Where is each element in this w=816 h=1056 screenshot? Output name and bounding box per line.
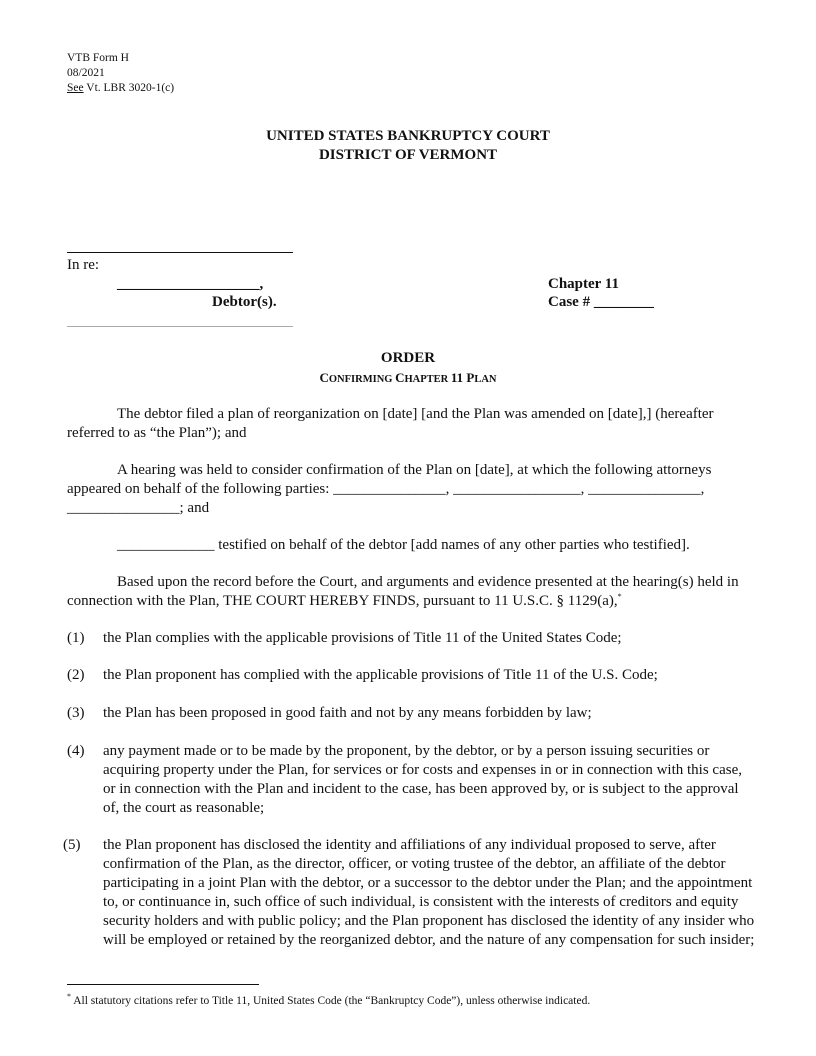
case-number: Case # ________ (548, 294, 654, 310)
paragraph-plan-filed (67, 405, 757, 443)
rule-citation: Vt. LBR 3020-1(c) (83, 82, 175, 94)
finding-number: (5) (63, 837, 81, 853)
chapter-label: Chapter 11 (548, 276, 619, 292)
finding-number: (2) (67, 667, 85, 683)
finding-text: the Plan proponent has disclosed the identity and affiliations of any individual proposed to serve, after confirmation of the Plan, as the director, officer, or voting trustee of the debtor, an affiliate of the debtor participating in a joint Plan with the debtor, or a successor to the debtor under the Plan; and the appointment to, or continuance in, such office of such individual, is consistent with the interests of creditors and equity security holders and with public policy; and the Plan proponent has disclosed the identity of any insider who will be employed or retained by the reorganized debtor, and the nature of any compensation for such insider; (103, 837, 755, 948)
finding-number: (1) (67, 630, 85, 646)
paragraph-hearing-text: A hearing was held to consider confirmation of the Plan on [date], at which the following attorneys appeared on behalf of the following parties: _______________, _________________, _______________, _______________; and (67, 462, 712, 516)
form-date: 08/2021 (67, 67, 105, 79)
subtitle-part: HAPTER (404, 374, 451, 385)
finding-text: any payment made or to be made by the proponent, by the debtor, or by a person issuing securities or acquiring property under the Plan, for services or for costs and expenses in or in connection with this case, or in connection with the Plan and incident to the case, has been approved by, or is subject to the approval of, the court as reasonable; (103, 743, 742, 816)
paragraph-plan-filed-text: The debtor filed a plan of reorganization on [date] [and the Plan was amended on [date],] (hereafter referred to as “the Plan”); and (67, 406, 714, 441)
finding-4 (67, 742, 757, 818)
finding-text: the Plan complies with the applicable provisions of Title 11 of the United States Code; (103, 630, 622, 646)
finding-text: the Plan proponent has complied with the applicable provisions of Title 11 of the U.S. Code; (103, 667, 658, 683)
court-heading (0, 127, 816, 165)
subtitle-part: LAN (474, 374, 497, 385)
debtor-name-blank: ___________________, (117, 276, 264, 292)
finding-number: (3) (67, 705, 85, 721)
subtitle-part: 11 P (450, 370, 475, 385)
order-title: ORDER (380, 350, 436, 366)
caption-top-rule (67, 252, 293, 253)
form-metadata (67, 51, 174, 96)
finding-1 (67, 629, 757, 648)
paragraph-testimony-text: _____________ testified on behalf of the debtor [add names of any other parties who testified]. (117, 537, 690, 553)
in-re-label: In re: (67, 257, 100, 273)
footnote-separator (67, 984, 259, 985)
finding-3 (67, 704, 757, 723)
footnote (67, 994, 590, 1008)
paragraph-findings-intro (67, 573, 757, 611)
order-subtitle (0, 368, 816, 389)
footnote-text: All statutory citations refer to Title 11, United States Code (the “Bankruptcy Code”), unless otherwise indicated. (71, 995, 591, 1007)
form-id: VTB Form H (67, 52, 129, 64)
caption-bottom-rule (67, 326, 293, 327)
subtitle-part: C (395, 370, 405, 385)
court-district: DISTRICT OF VERMONT (318, 147, 498, 163)
rule-reference (67, 81, 174, 96)
finding-text: the Plan has been proposed in good faith and not by any means forbidden by law; (103, 705, 592, 721)
finding-2 (67, 666, 757, 685)
debtor-label: Debtor(s). (212, 294, 277, 310)
finding-number: (4) (67, 743, 85, 759)
subtitle-part: C (319, 370, 329, 385)
finding-5 (63, 836, 757, 950)
footnote-reference: * (617, 592, 622, 601)
subtitle-part: ONFIRMING (328, 374, 396, 385)
see-signal: See (67, 82, 84, 94)
court-name: UNITED STATES BANKRUPTCY COURT (266, 128, 550, 144)
paragraph-testimony (67, 536, 757, 555)
footnote-mark: * (67, 992, 71, 1002)
paragraph-hearing (67, 461, 757, 518)
paragraph-findings-text: Based upon the record before the Court, and arguments and evidence presented at the hearing(s) held in connection with the Plan, THE COURT HEREBY FINDS, pursuant to 11 U.S.C. § 1129(a), (67, 574, 739, 609)
